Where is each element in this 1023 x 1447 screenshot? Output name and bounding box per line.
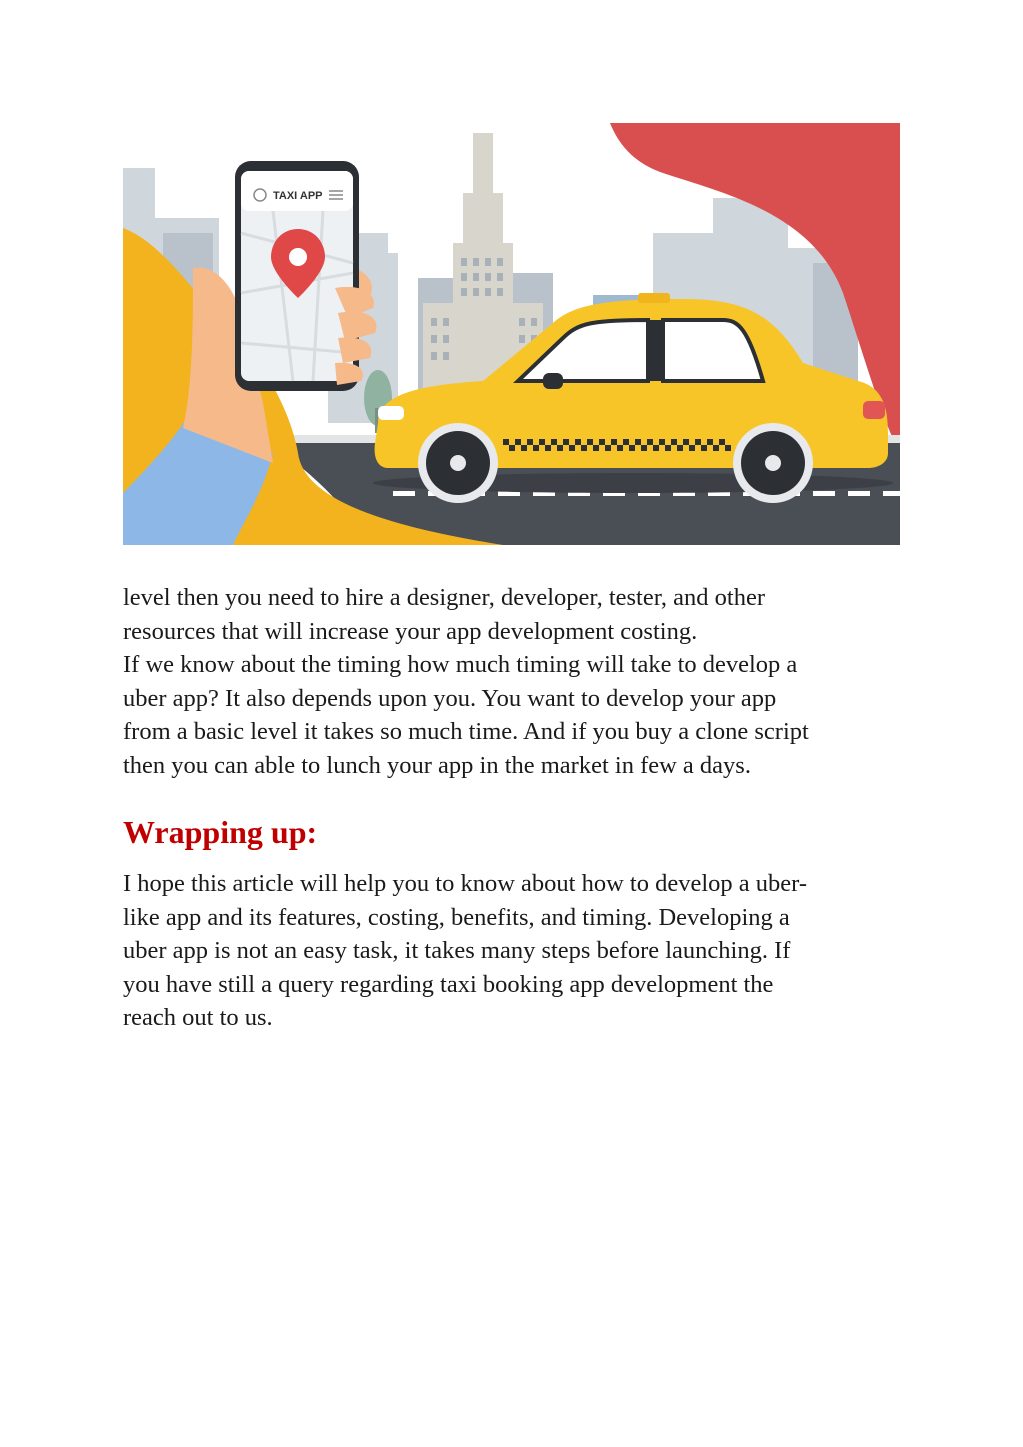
text-line: reach out to us. (123, 1004, 273, 1032)
phone-app-label: TAXI APP (273, 190, 323, 202)
paragraph-development-cost-timing (123, 581, 908, 783)
text-line: like app and its features, costing, benefits, and timing. Developing a (123, 903, 790, 931)
text-line: If we know about the timing how much timing will take to develop a (123, 651, 798, 679)
text-line: resources that will increase your app development costing. (123, 617, 698, 645)
text-line: uber app is not an easy task, it takes many steps before launching. If (123, 937, 791, 965)
section-heading-wrapping-up: Wrapping up: (123, 814, 318, 850)
text-line: then you can able to lunch your app in the market in few a days. (123, 751, 751, 779)
text-line: level then you need to hire a designer, developer, tester, and other (123, 584, 765, 611)
text-line: from a basic level it takes so much time. And if you buy a clone script (123, 718, 809, 746)
text-line: you have still a query regarding taxi booking app development the (123, 970, 774, 998)
text-line: uber app? It also depends upon you. You want to develop your app (123, 684, 777, 712)
text-line: I hope this article will help you to know about how to develop a uber- (123, 870, 807, 897)
taxi-app-illustration (123, 123, 900, 545)
paragraph-conclusion (123, 867, 908, 1035)
